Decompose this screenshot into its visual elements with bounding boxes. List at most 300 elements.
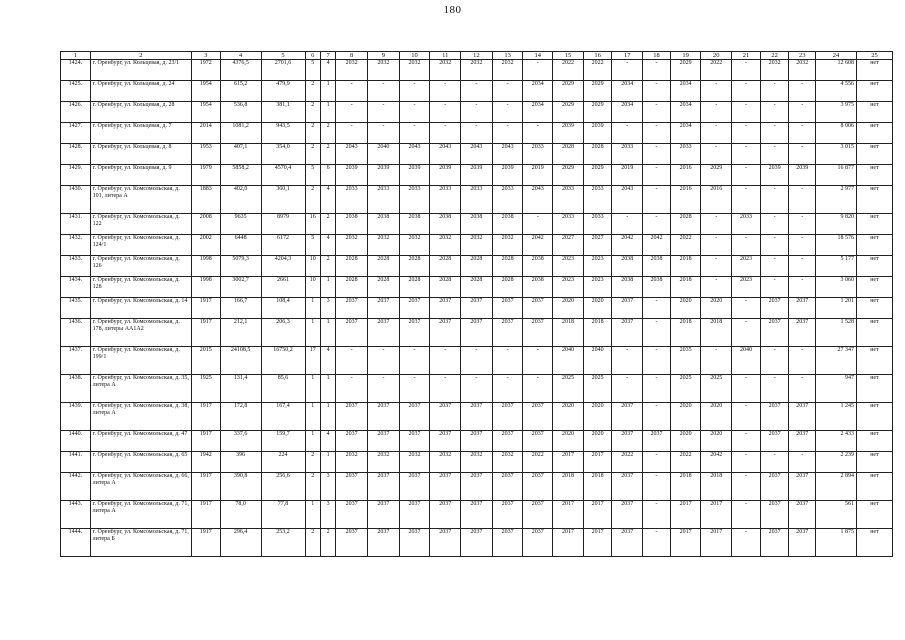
table-cell: 2037 [760, 319, 789, 347]
table-cell: 2039 [430, 165, 461, 186]
table-cell: 2002 [191, 235, 220, 256]
table-cell: 1972 [191, 60, 220, 81]
row-number-cell: 1425. [61, 81, 91, 102]
table-cell: 2027 [583, 235, 612, 256]
address-cell: г. Оренбург, ул. Комсомольская, д. 126 [90, 256, 191, 277]
table-row [61, 529, 893, 557]
table-cell: 2033 [523, 144, 553, 165]
table-cell: нет [856, 102, 892, 123]
table-cell: 3 975 [816, 102, 857, 123]
table-cell: 2028 [367, 277, 399, 298]
table-cell: 2038 [461, 214, 493, 235]
table-cell: 2028 [399, 277, 430, 298]
table-cell: - [336, 375, 368, 403]
table-row [61, 298, 893, 319]
table-cell: нет [856, 347, 892, 375]
table-cell: 2038 [399, 214, 430, 235]
table-cell: 4204,3 [261, 256, 305, 277]
table-cell: 2028 [336, 277, 368, 298]
table-cell: 2018 [701, 473, 732, 501]
table-cell: 2037 [336, 501, 368, 529]
table-cell: 2034 [670, 123, 701, 144]
table-cell: 2023 [732, 277, 761, 298]
table-cell: 2037 [399, 529, 430, 557]
table-cell: 2037 [492, 473, 523, 501]
table-cell: 167,4 [261, 403, 305, 431]
row-number-cell: 1435. [61, 298, 91, 319]
table-cell: - [430, 123, 461, 144]
table-cell: 2032 [336, 60, 368, 81]
table-cell: 2025 [670, 375, 701, 403]
table-cell: - [643, 298, 671, 319]
table-cell: 2018 [553, 319, 584, 347]
table-cell: 10 [305, 277, 320, 298]
table-cell: 2017 [583, 529, 612, 557]
table-cell: 2037 [336, 529, 368, 557]
table-cell: - [643, 81, 671, 102]
table-cell: - [789, 235, 816, 256]
table-cell: 2032 [336, 235, 368, 256]
table-cell: 296,4 [220, 529, 261, 557]
table-cell: 2043 [399, 144, 430, 165]
table-cell: 3002,7 [220, 277, 261, 298]
table-row [61, 501, 893, 529]
table-cell: - [732, 319, 761, 347]
table-cell: 2037 [492, 501, 523, 529]
table-cell: - [643, 123, 671, 144]
table-cell: - [492, 102, 523, 123]
table-cell: - [701, 123, 732, 144]
table-cell: 2037 [523, 431, 553, 452]
table-cell: 1925 [191, 375, 220, 403]
table-cell: 2037 [492, 431, 523, 452]
table-cell: 2032 [430, 452, 461, 473]
table-cell: 2037 [430, 473, 461, 501]
table-cell: нет [856, 165, 892, 186]
table-cell: - [732, 501, 761, 529]
column-header: 19 [670, 52, 701, 60]
table-cell: 2701,6 [261, 60, 305, 81]
table-row [61, 165, 893, 186]
table-cell: - [732, 102, 761, 123]
column-header: 3 [191, 52, 220, 60]
table-cell: 2020 [701, 298, 732, 319]
table-cell: 2 433 [816, 431, 857, 452]
table-cell: 2033 [732, 214, 761, 235]
table-cell: 2037 [461, 319, 493, 347]
table-row [61, 403, 893, 431]
table-cell: - [430, 102, 461, 123]
table-cell: 2023 [583, 256, 612, 277]
table-cell: 2014 [191, 123, 220, 144]
table-cell: 2037 [430, 403, 461, 431]
table-cell: 2033 [583, 186, 612, 214]
table-cell: нет [856, 186, 892, 214]
table-cell: 2032 [461, 235, 493, 256]
table-cell: - [430, 347, 461, 375]
table-cell: - [492, 123, 523, 144]
address-cell: г. Оренбург, ул. Кольцевая, д. 8 [90, 144, 191, 165]
table-cell: 1 [320, 452, 335, 473]
table-cell: - [367, 102, 399, 123]
table-cell: - [367, 81, 399, 102]
table-cell: 10 [305, 256, 320, 277]
table-cell: 2033 [367, 186, 399, 214]
table-cell: 2020 [670, 298, 701, 319]
table-cell: - [643, 214, 671, 235]
table-cell: 2034 [612, 102, 643, 123]
table-cell: 2037 [760, 431, 789, 452]
table-cell: 3 015 [816, 144, 857, 165]
table-cell: - [760, 186, 789, 214]
table-cell: 354,0 [261, 144, 305, 165]
table-cell: 4570,4 [261, 165, 305, 186]
table-cell: - [643, 375, 671, 403]
table-cell: 12 608 [816, 60, 857, 81]
row-number-cell: 1431. [61, 214, 91, 235]
table-cell: 2038 [336, 214, 368, 235]
column-header: 7 [320, 52, 335, 60]
table-cell: 3 060 [816, 277, 857, 298]
table-cell: 1081,2 [220, 123, 261, 144]
table-cell: 1917 [191, 298, 220, 319]
table-cell: 2037 [399, 403, 430, 431]
table-cell: 2029 [583, 102, 612, 123]
table-cell: 1 [320, 403, 335, 431]
table-cell: - [789, 256, 816, 277]
table-cell: 2029 [553, 81, 584, 102]
table-cell: 2017 [670, 501, 701, 529]
table-cell: - [643, 452, 671, 473]
table-cell: 2032 [461, 452, 493, 473]
row-number-cell: 1426. [61, 102, 91, 123]
table-cell: нет [856, 529, 892, 557]
table-cell: - [643, 529, 671, 557]
table-cell: - [732, 60, 761, 81]
table-cell: - [492, 347, 523, 375]
table-cell: - [643, 144, 671, 165]
table-cell: нет [856, 60, 892, 81]
table-cell: 2037 [523, 529, 553, 557]
table-cell: 2042 [701, 452, 732, 473]
table-cell: 2028 [399, 256, 430, 277]
table-cell: 2023 [732, 256, 761, 277]
table-cell: - [732, 452, 761, 473]
table-cell: 212,1 [220, 319, 261, 347]
table-row [61, 277, 893, 298]
table-cell: 2 [320, 214, 335, 235]
table-cell: 2028 [367, 256, 399, 277]
table-cell: 2037 [336, 403, 368, 431]
table-cell: - [701, 102, 732, 123]
table-cell: - [760, 102, 789, 123]
table-cell: 2037 [492, 529, 523, 557]
table-cell: 2 [320, 529, 335, 557]
table-cell: 360,1 [261, 186, 305, 214]
row-number-cell: 1438. [61, 375, 91, 403]
table-cell: - [701, 235, 732, 256]
row-number-cell: 1443. [61, 501, 91, 529]
table-cell: 4376,5 [220, 60, 261, 81]
table-cell: 2033 [553, 214, 584, 235]
table-cell: нет [856, 431, 892, 452]
table-cell: 2034 [670, 81, 701, 102]
table-cell: 2037 [399, 473, 430, 501]
table-cell: нет [856, 277, 892, 298]
table-cell: 24108,5 [220, 347, 261, 375]
capital-repair-table [60, 51, 893, 557]
table-cell: - [612, 214, 643, 235]
table-cell: 2020 [553, 431, 584, 452]
table-cell: - [789, 123, 816, 144]
table-cell: - [643, 186, 671, 214]
table-cell: 1979 [191, 165, 220, 186]
table-cell: 2 977 [816, 186, 857, 214]
table-cell: 2017 [583, 452, 612, 473]
table-cell: 2043 [612, 186, 643, 214]
table-cell: 2017 [553, 529, 584, 557]
table-cell: - [492, 375, 523, 403]
table-cell: 2033 [461, 186, 493, 214]
table-cell: 2037 [430, 298, 461, 319]
column-header: 24 [816, 52, 857, 60]
table-cell: 2037 [612, 319, 643, 347]
table-cell: 2032 [367, 60, 399, 81]
table-cell: 2020 [553, 298, 584, 319]
table-cell: - [336, 347, 368, 375]
table-cell: 2038 [523, 277, 553, 298]
table-cell: 2025 [553, 375, 584, 403]
table-cell: - [430, 81, 461, 102]
table-cell: - [732, 529, 761, 557]
table-cell: 2025 [583, 375, 612, 403]
table-cell: - [701, 144, 732, 165]
table-cell: 2032 [430, 60, 461, 81]
table-cell: - [523, 60, 553, 81]
table-cell: 2037 [492, 403, 523, 431]
table-cell: 2037 [760, 473, 789, 501]
table-cell: 2037 [336, 473, 368, 501]
table-cell: 1954 [191, 102, 220, 123]
table-cell: 479,9 [261, 81, 305, 102]
table-cell: 2028 [553, 144, 584, 165]
table-cell: 4 [320, 235, 335, 256]
table-cell: 2034 [670, 102, 701, 123]
table-cell: 5 [305, 60, 320, 81]
table-cell: - [399, 347, 430, 375]
row-number-cell: 1436. [61, 319, 91, 347]
table-cell: - [760, 144, 789, 165]
table-cell: 943,5 [261, 123, 305, 144]
table-cell: 2043 [430, 144, 461, 165]
table-cell: 224 [261, 452, 305, 473]
table-cell: 2038 [643, 256, 671, 277]
table-cell: 8979 [261, 214, 305, 235]
table-cell: 2018 [553, 473, 584, 501]
table-cell: 2042 [643, 235, 671, 256]
table-cell: - [430, 375, 461, 403]
table-cell: нет [856, 81, 892, 102]
table-cell: 1917 [191, 319, 220, 347]
table-cell: 2037 [612, 529, 643, 557]
row-number-cell: 1444. [61, 529, 91, 557]
table-cell: 1998 [191, 277, 220, 298]
table-cell: 2028 [670, 214, 701, 235]
table-cell: 9635 [220, 214, 261, 235]
table-cell: - [336, 123, 368, 144]
table-cell: 5 [305, 235, 320, 256]
table-cell: 3 [320, 298, 335, 319]
column-header: 17 [612, 52, 643, 60]
table-cell: 2 [305, 473, 320, 501]
table-cell: 2035 [670, 347, 701, 375]
table-cell: 2 [305, 81, 320, 102]
table-cell: 2016 [701, 186, 732, 214]
address-cell: г. Оренбург, ул. Комсомольская, д. 66, литера А [90, 473, 191, 501]
table-cell: 2037 [789, 529, 816, 557]
table-cell: 2040 [367, 144, 399, 165]
table-cell: 1917 [191, 501, 220, 529]
table-cell: 2028 [461, 256, 493, 277]
table-cell: 2032 [492, 60, 523, 81]
table-cell: 2037 [367, 403, 399, 431]
table-cell: - [732, 165, 761, 186]
address-cell: г. Оренбург, ул. Комсомольская, д. 14 [90, 298, 191, 319]
table-cell: 2023 [553, 277, 584, 298]
address-cell: г. Оренбург, ул. Комсомольская, д. 38, литера А [90, 403, 191, 431]
table-cell: 6172 [261, 235, 305, 256]
row-number-cell: 1432. [61, 235, 91, 256]
row-number-cell: 1439. [61, 403, 91, 431]
table-cell: 2042 [523, 235, 553, 256]
table-cell: 2037 [367, 298, 399, 319]
table-cell: 2022 [612, 452, 643, 473]
table-cell: 2037 [612, 501, 643, 529]
address-cell: г. Оренбург, ул. Кольцевая, д. 24 [90, 81, 191, 102]
table-cell: 2037 [523, 473, 553, 501]
table-cell: - [643, 403, 671, 431]
table-cell: - [760, 123, 789, 144]
table-cell: - [643, 165, 671, 186]
row-number-cell: 1427. [61, 123, 91, 144]
table-cell: 2032 [461, 60, 493, 81]
table-cell: 2017 [670, 529, 701, 557]
table-cell: 2037 [399, 431, 430, 452]
table-cell: 2037 [367, 473, 399, 501]
table-cell: 4 [320, 347, 335, 375]
table-cell: 1883 [191, 186, 220, 214]
table-cell: 2008 [191, 214, 220, 235]
table-cell: нет [856, 501, 892, 529]
table-cell: 1 [305, 298, 320, 319]
table-cell: 2028 [492, 277, 523, 298]
table-cell: 1 [305, 319, 320, 347]
table-cell: 2037 [367, 501, 399, 529]
table-cell: 16 [305, 214, 320, 235]
table-cell: 2 [320, 256, 335, 277]
table-cell: - [760, 452, 789, 473]
table-cell: 2037 [789, 473, 816, 501]
table-cell: 2037 [430, 319, 461, 347]
table-cell: 2037 [461, 298, 493, 319]
table-cell: 2020 [701, 431, 732, 452]
table-cell: 2037 [336, 319, 368, 347]
table-cell: 2034 [523, 81, 553, 102]
table-cell: 5079,3 [220, 256, 261, 277]
table-cell: 2037 [492, 298, 523, 319]
table-cell: 2037 [461, 403, 493, 431]
table-cell: - [523, 214, 553, 235]
table-cell: - [701, 214, 732, 235]
table-cell: 2029 [670, 60, 701, 81]
table-cell: 1 [320, 277, 335, 298]
table-cell: - [367, 375, 399, 403]
table-cell: 77,8 [261, 501, 305, 529]
column-header: 1 [61, 52, 91, 60]
row-number-cell: 1433. [61, 256, 91, 277]
table-cell: 2037 [643, 431, 671, 452]
table-cell: 2037 [760, 529, 789, 557]
table-cell: 2017 [701, 529, 732, 557]
table-cell: 407,1 [220, 144, 261, 165]
table-cell: 337,6 [220, 431, 261, 452]
table-cell: 4 [320, 186, 335, 214]
table-cell: 16 877 [816, 165, 857, 186]
table-cell: 2034 [612, 81, 643, 102]
table-cell: 2016 [670, 165, 701, 186]
table-cell: - [789, 277, 816, 298]
table-cell: 2 [305, 529, 320, 557]
table-cell: нет [856, 123, 892, 144]
table-cell: 2020 [701, 403, 732, 431]
table-cell: 2037 [461, 473, 493, 501]
table-cell: 2018 [701, 319, 732, 347]
table-cell: 2037 [461, 431, 493, 452]
table-cell: - [461, 347, 493, 375]
table-cell: - [732, 81, 761, 102]
table-cell: - [732, 123, 761, 144]
table-cell: 17 [305, 347, 320, 375]
table-row [61, 431, 893, 452]
table-cell: 2 894 [816, 473, 857, 501]
table-cell: 3 [320, 501, 335, 529]
table-cell: - [789, 452, 816, 473]
table-cell: - [760, 256, 789, 277]
table-cell: - [461, 81, 493, 102]
row-number-cell: 1440. [61, 431, 91, 452]
address-cell: г. Оренбург, ул. Комсомольская, д. 65 [90, 452, 191, 473]
table-row [61, 375, 893, 403]
table-cell: 2029 [583, 81, 612, 102]
table-cell: нет [856, 298, 892, 319]
table-cell: - [760, 81, 789, 102]
table-row [61, 473, 893, 501]
table-cell: 2028 [461, 277, 493, 298]
table-cell: нет [856, 256, 892, 277]
table-cell: 2015 [191, 347, 220, 375]
table-cell: - [367, 347, 399, 375]
table-cell: 2032 [492, 452, 523, 473]
table-cell: 6 [320, 165, 335, 186]
table-cell: 2040 [732, 347, 761, 375]
table-cell: 396 [220, 452, 261, 473]
table-cell: 2033 [492, 186, 523, 214]
table-row [61, 452, 893, 473]
column-header: 9 [367, 52, 399, 60]
table-cell: 2018 [670, 319, 701, 347]
table-cell: 2020 [583, 298, 612, 319]
table-cell: - [461, 102, 493, 123]
